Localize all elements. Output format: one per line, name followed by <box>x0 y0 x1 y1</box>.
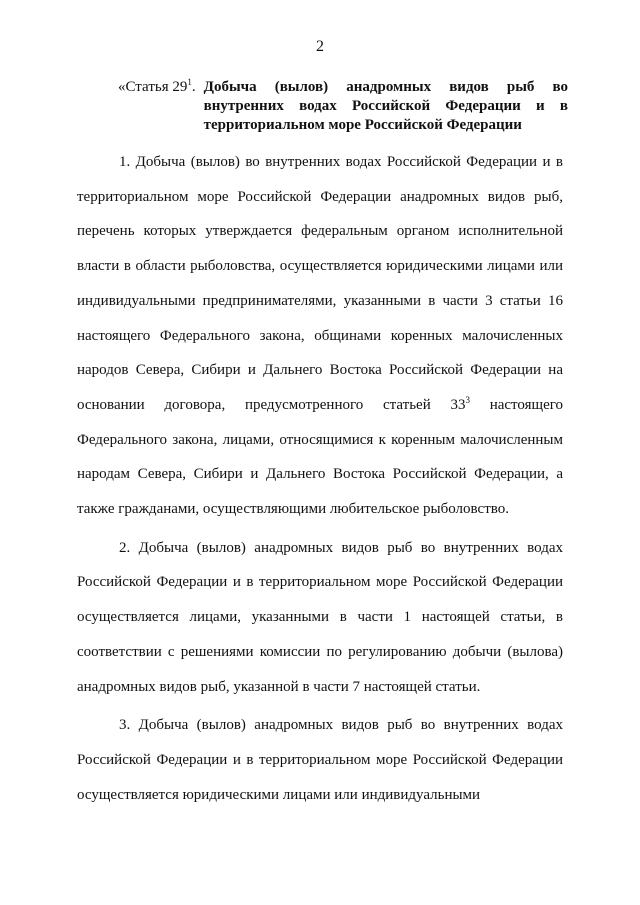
paragraph-1-text-a: 1. Добыча (вылов) во внутренних водах Российской Федерации и в территориальном море Российской Федерации анадромных видов рыб, перечень которых утверждается федеральным органом исполнительной власти в области рыболовства, осуществляется юридическими лицами или индивидуальными предпринимателями, указанными в части 3 статьи 16 настоящего Федерального закона, общинами коренных малочисленных народов Севера, Сибири и Дальнего Востока Российской Федерации на основании договора, предусмотренного статьей 33 <box>77 154 563 413</box>
article-heading <box>118 78 568 135</box>
paragraph-1-text-b: настоящего Федерального закона, лицами, относящимися к коренным малочисленным народам Севера, Сибири и Дальнего Востока Российской Федерации, а также гражданами, осуществляющими любительское рыболовство. <box>77 396 564 518</box>
article-prefix: «Статья 29 <box>118 79 188 95</box>
page-number: 2 <box>316 38 324 55</box>
paragraph-2: 2. Добыча (вылов) анадромных видов рыб во внутренних водах Российской Федерации и в территориальном море Российской Федерации осуществляется лицами, указанными в части 1 настоящей статьи, в соответствии с решениями комиссии по регулированию добычи (вылова) анадромных видов рыб, указанной в части 7 настоящей статьи. <box>77 539 563 695</box>
paragraph-1 <box>77 145 563 527</box>
article-prefix-superscript: 1 <box>187 77 192 87</box>
paragraph-3: 3. Добыча (вылов) анадромных видов рыб во внутренних водах Российской Федерации и в территориальном море Российской Федерации осуществляется юридическими лицами или индивидуальными <box>77 717 563 803</box>
article-body <box>77 145 563 812</box>
article-prefix-suffix: . <box>191 79 196 95</box>
article-title: Добыча (вылов) анадромных видов рыб во внутренних водах Российской Федерации и в территориальном море Российской Федерации <box>203 79 568 133</box>
article-number <box>118 78 204 135</box>
paragraph-1-superscript: 3 <box>465 394 470 405</box>
